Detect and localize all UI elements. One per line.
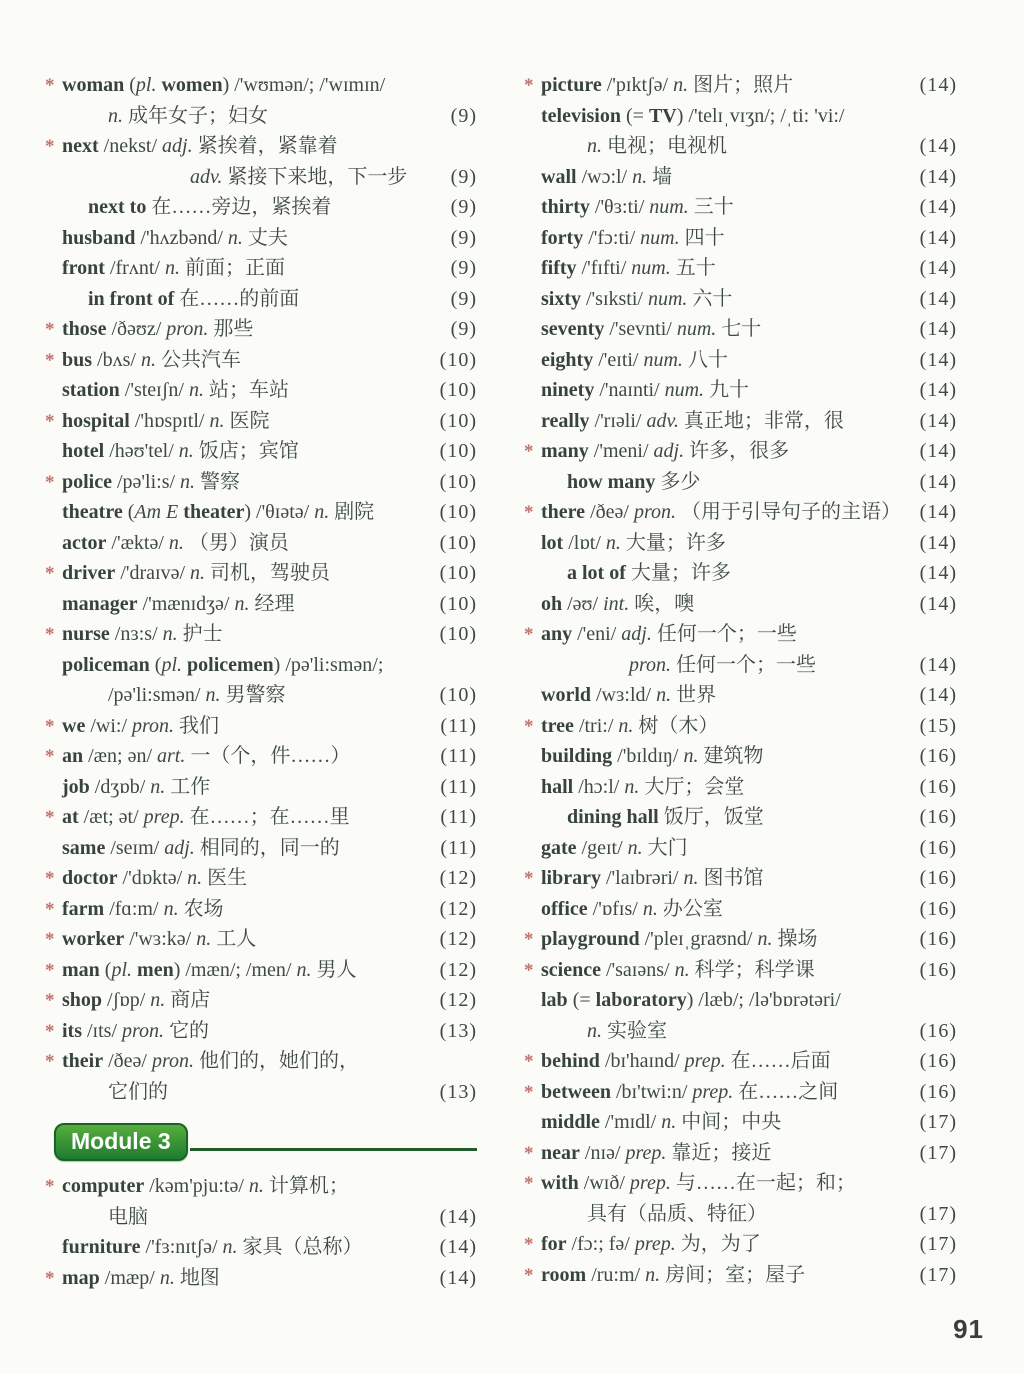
entry-text: husband /'hʌzbənd/ n. 丈夫 [62, 226, 288, 249]
entry-text: hotel /həʊ'tel/ n. 饭店；宾馆 [62, 440, 299, 462]
page-ref: (10) [439, 562, 477, 584]
page-ref: (16) [919, 1050, 957, 1072]
page-ref: (14) [919, 653, 957, 676]
glossary-entry-line [62, 528, 477, 559]
page-ref: (10) [439, 470, 477, 493]
entry-text: we /wi:/ pron. 我们 [62, 714, 220, 737]
page-ref: (13) [439, 1019, 477, 1042]
page-ref: (14) [919, 409, 957, 432]
entry-text: adv. 紧接下来地，下一步 [190, 165, 408, 188]
glossary-entry-line [524, 1138, 957, 1169]
entry-text: pron. 任何一个；一些 [629, 653, 817, 676]
entry-text: driver /'draɪvə/ n. 司机，驾驶员 [62, 562, 330, 584]
glossary-entry-line [524, 70, 957, 101]
glossary-entry-line [62, 833, 477, 864]
glossary-entry-line [541, 741, 957, 772]
page-ref: (17) [919, 1202, 957, 1225]
asterisk-marker: * [45, 349, 55, 371]
asterisk-marker: * [45, 624, 55, 645]
page-ref: (14) [439, 1236, 477, 1258]
entry-text: many /'meni/ adj. 许多，很多 [541, 440, 790, 462]
entry-text: police /pə'li:s/ n. 警察 [62, 470, 241, 493]
entry-text: farm /fɑ:m/ n. 农场 [62, 897, 224, 920]
entry-text: sixty /'sɪksti/ num. 六十 [541, 287, 733, 310]
module-badge: Module 3 [54, 1123, 188, 1162]
page-ref: (15) [919, 714, 957, 737]
entry-text: same /seɪm/ adj. 相同的，同一的 [62, 836, 340, 859]
glossary-entry-line [524, 1046, 957, 1077]
asterisk-marker: * [45, 75, 55, 96]
glossary-entry-line [45, 558, 477, 589]
page-ref: (14) [919, 348, 957, 371]
glossary-entry-line [62, 1077, 477, 1108]
page-ref: (16) [919, 958, 957, 981]
page-ref: (16) [919, 1019, 957, 1042]
entry-text: between /bɪ'twi:n/ prep. 在……之间 [541, 1080, 839, 1103]
glossary-entry-line [62, 650, 477, 681]
entry-text: picture /'pɪktʃə/ n. 图片；照片 [541, 74, 794, 96]
glossary-entry-line [62, 497, 477, 528]
glossary-entry-line [541, 1016, 957, 1047]
page-ref: (16) [919, 928, 957, 950]
glossary-entry-line [524, 1077, 957, 1108]
page-ref: (14) [919, 318, 957, 340]
glossary-entry-line [45, 1016, 477, 1047]
page-ref: (14) [919, 287, 957, 310]
entry-text: seventy /'sevnti/ num. 七十 [541, 318, 762, 340]
entry-text: hall /hɔ:l/ n. 大厅；会堂 [541, 775, 745, 798]
entry-text: job /dʒɒb/ n. 工作 [62, 775, 211, 798]
page-ref: (14) [439, 1266, 477, 1289]
entry-text: playground /'pleɪˌgraʊnd/ n. 操场 [541, 928, 818, 950]
glossary-entry-line [45, 1263, 477, 1294]
page-ref: (9) [450, 226, 477, 249]
page-ref: (10) [439, 409, 477, 432]
page-ref: (14) [919, 379, 957, 401]
page-ref: (12) [439, 897, 477, 920]
glossary-entry-line [45, 863, 477, 894]
asterisk-marker: * [45, 136, 55, 157]
page-ref: (17) [919, 1141, 957, 1164]
page-ref: (14) [919, 257, 957, 279]
entry-text: next /nekst/ adj. 紧挨着，紧靠着 [62, 135, 338, 157]
glossary-entry-line [45, 894, 477, 925]
glossary-entry-line [45, 70, 477, 101]
asterisk-marker: * [45, 563, 55, 584]
page-ref: (17) [919, 1233, 957, 1255]
entry-text: an /æn; ən/ art. 一（个，件……） [62, 745, 351, 767]
page-ref: (12) [439, 958, 477, 981]
entry-text: television (= TV) /'telɪˌvɪʒn/; /ˌti: 'vi:/ [541, 104, 845, 127]
page-ref: (16) [919, 775, 957, 798]
page-ref: (14) [919, 440, 957, 462]
module-rule [190, 1148, 477, 1151]
page-ref: (10) [439, 623, 477, 645]
asterisk-marker: * [45, 990, 55, 1011]
entry-text: world /wɜ:ld/ n. 世界 [541, 684, 717, 706]
page-ref: (11) [440, 745, 477, 767]
entry-text: policeman (pl. policemen) /pə'li:smən/; [62, 653, 384, 676]
glossary-entry-line [45, 314, 477, 345]
asterisk-marker: * [524, 441, 534, 462]
entry-text: at /æt; ət/ prep. 在……；在……里 [62, 806, 350, 828]
page-ref: (14) [919, 165, 957, 188]
glossary-entry-line [541, 375, 957, 406]
page-ref: (9) [450, 318, 477, 340]
glossary-entry-line [45, 1171, 477, 1202]
entry-text: in front of 在……的前面 [88, 287, 300, 310]
glossary-entry-line [45, 741, 477, 772]
asterisk-marker: * [45, 929, 55, 950]
entry-text: eighty /'eɪti/ num. 八十 [541, 348, 728, 371]
entry-text: with /wɪð/ prep. 与……在一起；和； [541, 1172, 856, 1194]
page-ref: (10) [439, 379, 477, 401]
entry-text: 具有（品质、特征） [587, 1202, 767, 1225]
glossary-entry-line [524, 436, 957, 467]
entry-text: map /mæp/ n. 地图 [62, 1266, 220, 1289]
glossary-entry-line [45, 619, 477, 650]
glossary-entry-line [45, 467, 477, 498]
page-ref: (14) [919, 562, 957, 584]
entry-text: its /ɪts/ pron. 它的 [62, 1019, 210, 1042]
asterisk-marker: * [524, 1142, 534, 1164]
glossary-entry-line [541, 589, 957, 620]
asterisk-marker: * [524, 75, 534, 96]
entry-text: n. 电视；电视机 [587, 135, 727, 157]
page-ref: (12) [439, 989, 477, 1011]
asterisk-marker: * [45, 1020, 55, 1042]
entry-text: tree /tri:/ n. 树（木） [541, 714, 719, 737]
asterisk-marker: * [45, 807, 55, 828]
page-ref: (11) [440, 806, 477, 828]
glossary-entry-line [541, 680, 957, 711]
glossary-entry-line [62, 436, 477, 467]
entry-text: computer /kəm'pju:tə/ n. 计算机； [62, 1175, 349, 1197]
asterisk-marker: * [45, 959, 55, 981]
glossary-entry-line [62, 162, 477, 193]
page-ref: (9) [450, 287, 477, 310]
glossary-entry-line [62, 375, 477, 406]
asterisk-marker: * [524, 929, 534, 950]
entry-text: 电脑 [108, 1205, 148, 1228]
page-ref: (10) [439, 531, 477, 554]
glossary-entry-line [524, 1168, 957, 1199]
glossary-entry-line [45, 955, 477, 986]
entry-text: shop /ʃɒp/ n. 商店 [62, 989, 211, 1011]
page-ref: (9) [450, 257, 477, 279]
entry-text: forty /'fɔ:ti/ num. 四十 [541, 226, 725, 249]
page-ref: (14) [919, 531, 957, 554]
asterisk-marker: * [524, 624, 534, 645]
glossary-entry-line [62, 284, 477, 315]
glossary-entry-line [62, 192, 477, 223]
entry-text: theatre (Am E theater) /'θɪətə/ n. 剧院 [62, 501, 375, 523]
page-ref: (14) [919, 135, 957, 157]
entry-text: n. 实验室 [587, 1019, 667, 1042]
entry-text: their /ðeə/ pron. 他们的，她们的， [62, 1050, 360, 1072]
entry-text: thirty /'θɜ:ti/ num. 三十 [541, 196, 734, 218]
glossary-entry-line [45, 924, 477, 955]
entry-text: how many 多少 [567, 470, 701, 493]
entry-text: fifty /'fɪfti/ num. 五十 [541, 257, 716, 279]
column-left [45, 70, 477, 1293]
glossary-entry-line [62, 1232, 477, 1263]
asterisk-marker: * [524, 1081, 534, 1103]
asterisk-marker: * [524, 868, 534, 889]
glossary-entry-line [62, 253, 477, 284]
entry-text: doctor /'dɒktə/ n. 医生 [62, 867, 248, 889]
entry-text: behind /bɪ'haɪnd/ prep. 在……后面 [541, 1050, 831, 1072]
entry-text: library /'laɪbrəri/ n. 图书馆 [541, 867, 764, 889]
entry-text: /pə'li:smən/ n. 男警察 [108, 684, 286, 706]
glossary-entry-line [45, 985, 477, 1016]
asterisk-marker: * [45, 1051, 55, 1072]
page-ref: (17) [919, 1263, 957, 1286]
page-ref: (14) [439, 1205, 477, 1228]
glossary-entry-line [45, 1046, 477, 1077]
glossary-entry-line [541, 101, 957, 132]
asterisk-marker: * [45, 898, 55, 920]
glossary-entry-line [45, 802, 477, 833]
asterisk-marker: * [524, 1264, 534, 1286]
glossary-entry-line [541, 406, 957, 437]
glossary-entry-line [45, 406, 477, 437]
page-ref: (16) [919, 745, 957, 767]
asterisk-marker: * [45, 1176, 55, 1197]
page-ref: (16) [919, 836, 957, 859]
glossary-entry-line [62, 772, 477, 803]
page-ref: (14) [919, 501, 957, 523]
asterisk-marker: * [524, 1051, 534, 1072]
asterisk-marker: * [524, 1234, 534, 1255]
asterisk-marker: * [45, 1267, 55, 1289]
entry-text: building /'bɪldɪŋ/ n. 建筑物 [541, 745, 764, 767]
page-ref: (13) [439, 1080, 477, 1103]
asterisk-marker: * [524, 502, 534, 523]
page-ref: (16) [919, 897, 957, 920]
glossary-entry-line [541, 833, 957, 864]
entry-text: science /'saɪəns/ n. 科学；科学课 [541, 958, 815, 981]
page-ref: (10) [439, 684, 477, 706]
glossary-entry-line [541, 223, 957, 254]
page-ref: (14) [919, 74, 957, 96]
asterisk-marker: * [45, 868, 55, 889]
entry-text: room /ru:m/ n. 房间；室；屋子 [541, 1263, 806, 1286]
glossary-entry-line [541, 1199, 957, 1230]
asterisk-marker: * [45, 319, 55, 340]
entry-text: man (pl. men) /mæn/; /men/ n. 男人 [62, 958, 357, 981]
glossary-entry-line [524, 1229, 957, 1260]
entry-text: ninety /'naɪnti/ num. 九十 [541, 379, 750, 401]
page-ref: (16) [919, 1080, 957, 1103]
glossary-entry-line [62, 589, 477, 620]
glossary-entry-line [62, 1202, 477, 1233]
entry-text: oh /əʊ/ int. 唉，噢 [541, 592, 695, 615]
entry-text: any /'eni/ adj. 任何一个；一些 [541, 623, 797, 645]
glossary-entry-line [541, 772, 957, 803]
page-ref: (12) [439, 928, 477, 950]
page-ref: (10) [439, 348, 477, 371]
page-ref: (16) [919, 806, 957, 828]
entry-text: middle /'mɪdl/ n. 中间；中央 [541, 1111, 782, 1133]
glossary-entry-line [541, 192, 957, 223]
entry-text: 它们的 [108, 1080, 168, 1103]
entry-text: front /frʌnt/ n. 前面；正面 [62, 257, 285, 279]
entry-text: lab (= laboratory) /læb/; /lə'bɒrətəri/ [541, 989, 841, 1011]
entry-text: worker /'wɜ:kə/ n. 工人 [62, 928, 257, 950]
glossary-entry-line [541, 467, 957, 498]
entry-text: dining hall 饭厅，饭堂 [567, 806, 764, 828]
entry-text: n. 成年女子；妇女 [108, 104, 268, 127]
glossary-entry-line [541, 1107, 957, 1138]
glossary-entry-line [62, 101, 477, 132]
entry-text: there /ðeə/ pron. （用于引导句子的主语） [541, 501, 901, 523]
asterisk-marker: * [45, 410, 55, 432]
glossary-entry-line [541, 284, 957, 315]
page-ref: (14) [919, 196, 957, 218]
glossary-entry-line [541, 894, 957, 925]
page-ref: (11) [440, 714, 477, 737]
glossary-entry-line [524, 1260, 957, 1291]
entry-text: next to 在……旁边，紧挨着 [88, 196, 332, 218]
glossary-entry-line [541, 802, 957, 833]
entry-text: for /fɔ:; fə/ prep. 为，为了 [541, 1233, 761, 1255]
glossary-entry-line [524, 619, 957, 650]
entry-text: station /'steɪʃn/ n. 站；车站 [62, 379, 289, 401]
module-header [54, 1123, 477, 1161]
page-ref: (14) [919, 592, 957, 615]
glossary-entry-line [524, 497, 957, 528]
glossary-entry-line [45, 345, 477, 376]
glossary-entry-line [541, 314, 957, 345]
asterisk-marker: * [524, 959, 534, 981]
glossary-entry-line [524, 955, 957, 986]
glossary-entry-line [541, 528, 957, 559]
entry-text: lot /lɒt/ n. 大量；许多 [541, 531, 726, 554]
glossary-entry-line [524, 711, 957, 742]
page-ref: (10) [439, 501, 477, 523]
entry-text: nurse /nɜ:s/ n. 护士 [62, 623, 223, 645]
page-ref: (17) [919, 1111, 957, 1133]
entry-text: really /'rɪəli/ adv. 真正地；非常，很 [541, 409, 844, 432]
glossary-entry-line [541, 162, 957, 193]
page-ref: (14) [919, 226, 957, 249]
entry-text: wall /wɔ:l/ n. 墙 [541, 165, 673, 188]
column-right [524, 70, 957, 1290]
asterisk-marker: * [524, 1173, 534, 1194]
entry-text: woman (pl. women) /'wʊmən/; /'wɪmɪn/ [62, 74, 386, 96]
page-number: 91 [953, 1314, 984, 1344]
page-ref: (9) [450, 196, 477, 218]
glossary-entry-line [45, 711, 477, 742]
entry-text: office /'ɒfɪs/ n. 办公室 [541, 897, 723, 920]
page-ref: (9) [450, 104, 477, 127]
entry-text: near /nɪə/ prep. 靠近；接近 [541, 1141, 772, 1164]
glossary-entry-line [62, 680, 477, 711]
page-ref: (10) [439, 440, 477, 462]
glossary-entry-line [541, 253, 957, 284]
entry-text: gate /geɪt/ n. 大门 [541, 836, 688, 859]
page-ref: (9) [450, 165, 477, 188]
entry-text: those /ðəʊz/ pron. 那些 [62, 318, 254, 340]
entry-text: manager /'mænɪdʒə/ n. 经理 [62, 592, 295, 615]
asterisk-marker: * [524, 715, 534, 737]
page-ref: (14) [919, 684, 957, 706]
glossary-entry-line [524, 924, 957, 955]
glossary-entry-line [541, 345, 957, 376]
page-ref: (16) [919, 867, 957, 889]
entry-text: bus /bʌs/ n. 公共汽车 [62, 348, 241, 371]
page-ref: (10) [439, 592, 477, 615]
entry-text: actor /'æktə/ n. （男）演员 [62, 531, 289, 554]
page-ref: (14) [919, 470, 957, 493]
glossary-entry-line [541, 131, 957, 162]
entry-text: a lot of 大量；许多 [567, 562, 731, 584]
asterisk-marker: * [45, 715, 55, 737]
glossary-entry-line [541, 650, 957, 681]
entry-text: furniture /'fɜ:nɪtʃə/ n. 家具（总称） [62, 1236, 363, 1258]
glossary-entry-line [524, 863, 957, 894]
glossary-entry-line [62, 223, 477, 254]
glossary-entry-line [45, 131, 477, 162]
page-ref: (11) [440, 836, 477, 859]
glossary-entry-line [541, 558, 957, 589]
page-ref: (12) [439, 867, 477, 889]
glossary-entry-line [541, 985, 957, 1016]
page-ref: (11) [440, 775, 477, 798]
entry-text: hospital /'hɒspɪtl/ n. 医院 [62, 409, 270, 432]
asterisk-marker: * [45, 471, 55, 493]
asterisk-marker: * [45, 746, 55, 767]
